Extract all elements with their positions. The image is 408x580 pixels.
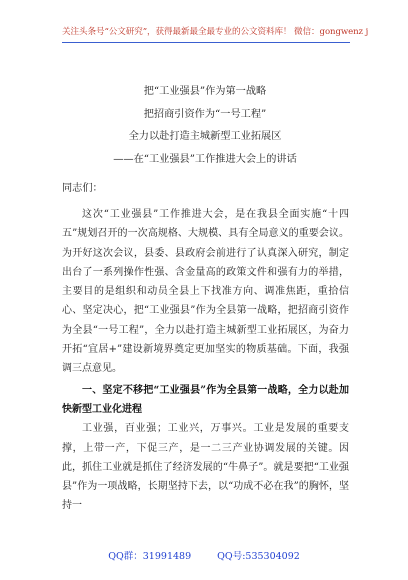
title-line-2: 把招商引资作为“一号工程” <box>143 108 267 120</box>
document-body <box>62 205 349 516</box>
paragraph-section-1: 工业强，百业强；工业兴，万事兴。工业是发展的重要支撑，上带一产，下促三产，是一二三产业协调发展的关键。因此，抓住工业就是抓住了经济发展的“牛鼻子”。就是要把“工业强县”作为一项战略，长期坚持下去，以“功成不必在我”的胸怀，坚持一 <box>62 423 349 512</box>
greeting: 同志们： <box>62 183 103 194</box>
section-heading-1: 一、坚定不移把“工业强县”作为全县第一战略，全力以赴加快新型工业化进程 <box>62 384 349 415</box>
header-banner: 关注头条号“公文研究”，获得最新最全最专业的公文资料库！ 微信：gongwenz j <box>62 22 350 43</box>
qq-number-label: QQ号:535304092 <box>217 551 300 562</box>
qq-group-label: QQ群：31991489 <box>108 551 192 562</box>
footer-contact <box>0 548 408 562</box>
title-subtitle: ——在“工业强县”工作推进大会上的讲话 <box>113 153 297 165</box>
title-line-1: 把“工业强县”作为第一战略 <box>143 86 267 97</box>
title-block <box>40 81 370 171</box>
paragraph-intro: 这次“工业强县”工作推进大会，是在我县全面实施“十四五”规划召开的一次高规格、大规模、具有全局意义的重要会议。为开好这次会议，县委、县政府会前进行了认真深入研究，制定出台了一系列操作性强、含金量高的政策文件和强有力的举措，主要目的是组织和动员全县上下找准方向、调准焦距，重拾信心、坚定决心，把“工业强县”作为全县第一战略，把招商引资作为全县“一号工程”，全力以赴打造主城新型工业拓展区，为奋力开拓“宜居+”建设新境界奠定更加坚实的物质基础。下面，我强调三点意见。 <box>62 209 349 375</box>
title-line-3: 全力以赴打造主城新型工业拓展区 <box>128 131 282 142</box>
